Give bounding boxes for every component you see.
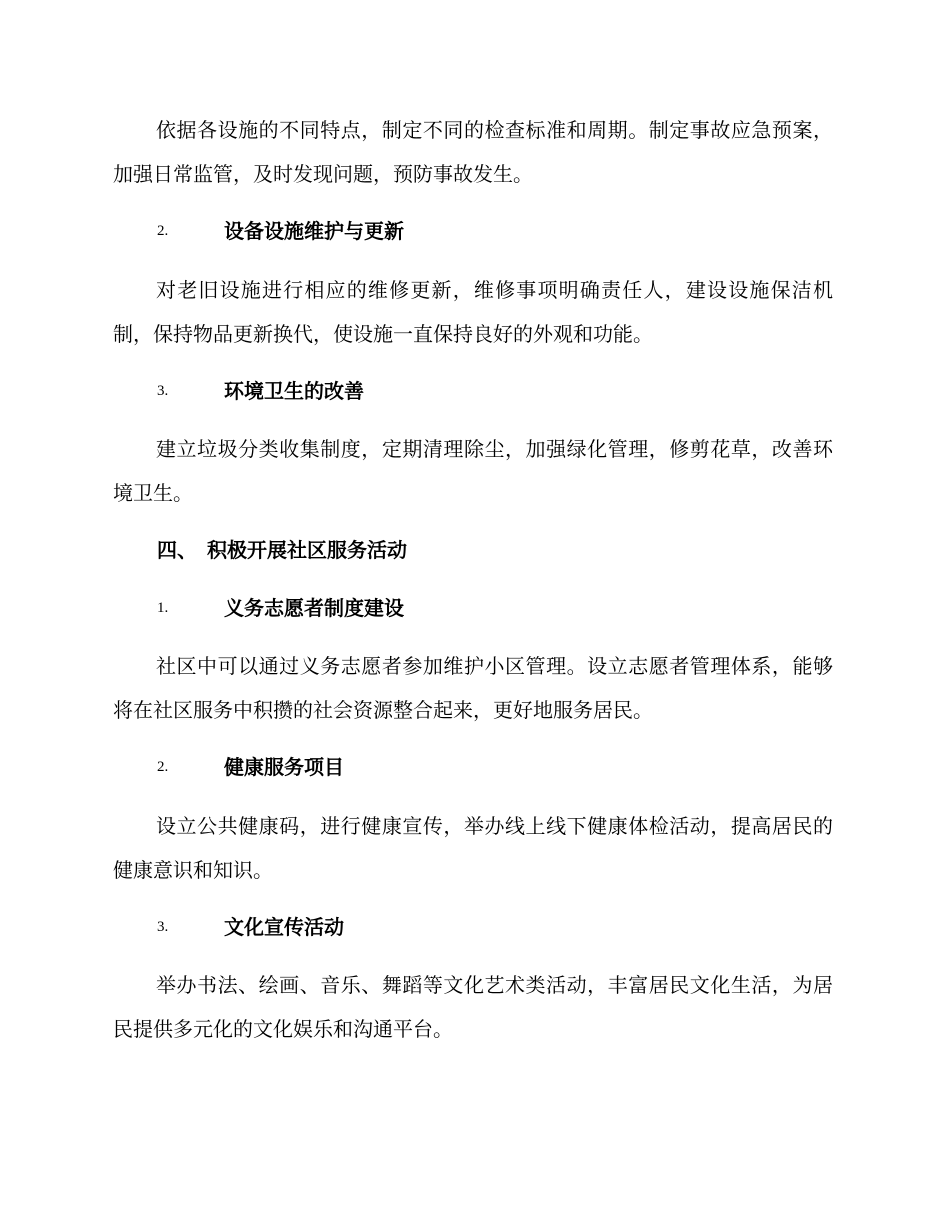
item-title: 环境卫生的改善 <box>224 379 364 403</box>
item-title: 设备设施维护与更新 <box>224 219 404 243</box>
paragraph-volunteer-system: 社区中可以通过义务志愿者参加维护小区管理。设立志愿者管理体系，能够将在社区服务中积攒的社会资源整合起来，更好地服务居民。 <box>113 654 833 722</box>
section-number: 四、 <box>157 538 197 562</box>
item-number: 2. <box>157 223 169 239</box>
item-heading-cultural-activities <box>157 912 837 942</box>
item-heading-health-services <box>157 752 837 782</box>
item-number: 3. <box>157 919 169 935</box>
item-number: 2. <box>157 759 169 775</box>
paragraph-environment-sanitation: 建立垃圾分类收集制度，定期清理除尘，加强绿化管理，修剪花草，改善环境卫生。 <box>113 437 833 505</box>
item-number: 1. <box>157 600 169 616</box>
item-heading-equipment-maintenance <box>157 216 837 246</box>
paragraph-cultural-activities: 举办书法、绘画、音乐、舞蹈等文化艺术类活动，丰富居民文化生活，为居民提供多元化的文化娱乐和沟通平台。 <box>113 973 833 1041</box>
paragraph-equipment-maintenance: 对老旧设施进行相应的维修更新，维修事项明确责任人，建设设施保洁机制，保持物品更新换代，使设施一直保持良好的外观和功能。 <box>113 278 833 346</box>
item-number: 3. <box>157 383 169 399</box>
section-heading-community-services <box>157 535 837 565</box>
item-title: 义务志愿者制度建设 <box>224 596 404 620</box>
item-heading-environment-sanitation <box>157 376 837 406</box>
item-heading-volunteer-system <box>157 593 837 623</box>
item-title: 健康服务项目 <box>224 755 344 779</box>
paragraph-health-services: 设立公共健康码，进行健康宣传，举办线上线下健康体检活动，提高居民的健康意识和知识。 <box>113 814 833 882</box>
paragraph-inspection-standards: 依据各设施的不同特点，制定不同的检查标准和周期。制定事故应急预案，加强日常监管，及时发现问题，预防事故发生。 <box>113 118 833 186</box>
section-title: 积极开展社区服务活动 <box>207 538 407 562</box>
item-title: 文化宣传活动 <box>224 915 344 939</box>
